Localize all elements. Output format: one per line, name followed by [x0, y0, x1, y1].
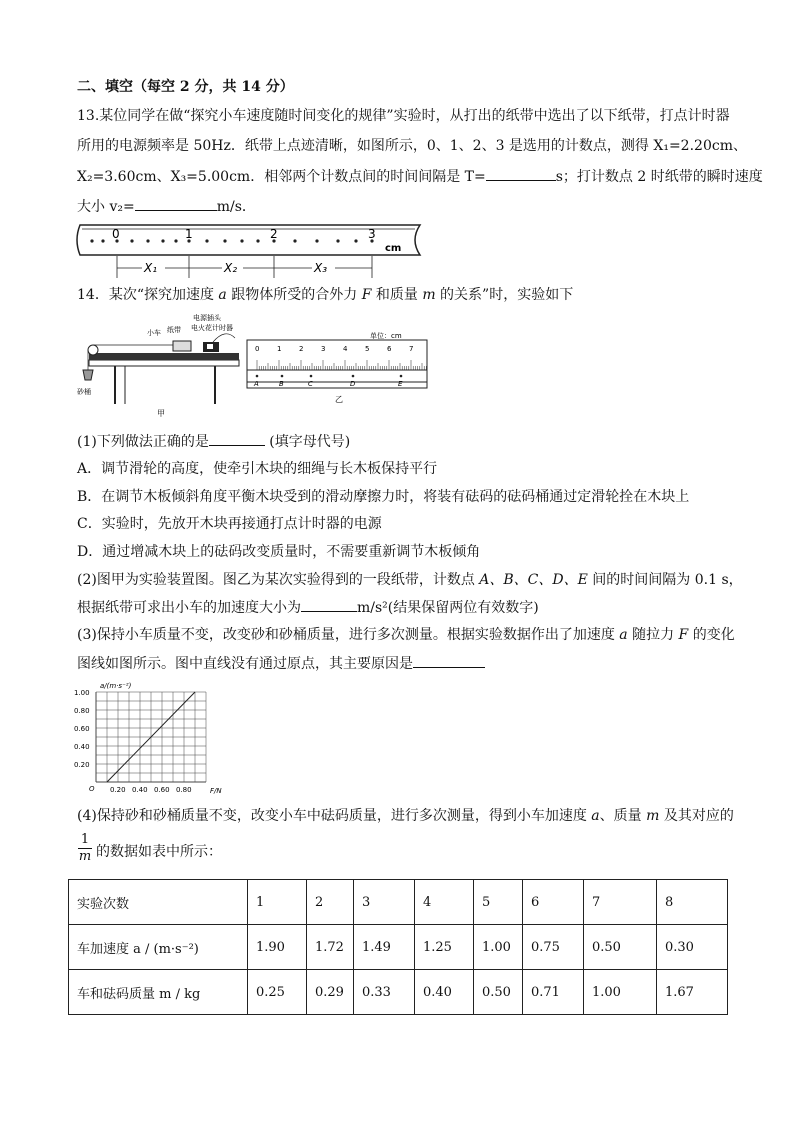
scale-3: 3 — [321, 345, 326, 353]
q13-line-3 — [77, 166, 763, 187]
q14-part3-line2 — [77, 653, 485, 674]
a-F-chart — [72, 678, 232, 796]
var-m-p4: m — [646, 808, 660, 824]
table-cell: 0.25 — [248, 970, 307, 1015]
table-header-row — [69, 880, 728, 925]
q14-intro-text-b: 跟物体所受的合外力 — [226, 287, 362, 303]
q14-part3-text: (3)保持小车质量不变，改变砂和砂桶质量，进行多次测量。根据实验数据作出了加速度 — [77, 627, 620, 643]
table-cell: 0.30 — [657, 925, 728, 970]
q13-line-2: 所用的电源频率是 50Hz．纸带上点迹清晰，如图所示，0、1、2、3 是选用的计数点，测得 X₁=2.20cm、 — [77, 138, 747, 154]
origin-label: O — [89, 785, 95, 793]
option-a: A．调节滑轮的高度，使牵引木块的细绳与长木板保持平行 — [77, 461, 438, 477]
fraction-denominator: m — [78, 849, 92, 864]
x-tick-label: 0.80 — [176, 786, 192, 794]
q14-part3-text-b: 随拉力 — [627, 627, 679, 643]
x-axis-label: F/N — [210, 787, 222, 795]
q13-line-3-text: X₂=3.60cm、X₃=5.00cm．相邻两个计数点间的时间间隔是 T= — [77, 169, 486, 185]
table-cell: 实验次数 — [69, 880, 248, 925]
table-row-acceleration — [69, 925, 728, 970]
tape-point-3: 3 — [368, 227, 376, 241]
scale-7: 7 — [409, 345, 414, 353]
table-cell: 0.33 — [354, 970, 415, 1015]
table-cell: 0.40 — [415, 970, 474, 1015]
option-b: B．在调节木板倾斜角度平衡木块受到的滑动摩擦力时，将装有砝码的砝码桶通过定滑轮拴在木块上 — [77, 489, 690, 505]
y-tick-label: 0.60 — [74, 725, 90, 733]
var-a-p4: a — [591, 808, 600, 824]
table-cell: 3 — [354, 880, 415, 925]
table-cell: 车和砝码质量 m / kg — [69, 970, 248, 1015]
y-tick-label: 0.20 — [74, 761, 90, 769]
q14-part4-line2: 的数据如表中所示： — [96, 844, 222, 860]
tape-x2: X₂ — [224, 261, 238, 275]
y-tick-label: 1.00 — [74, 689, 90, 697]
q14-part1-hint: (填字母代号) — [264, 434, 351, 450]
q14-part3-text-c: 的变化 — [688, 627, 735, 643]
ruler-point-B: B — [279, 380, 284, 388]
table-cell: 1.25 — [415, 925, 474, 970]
tape-point-2: 2 — [270, 227, 278, 241]
table-cell: 1.72 — [307, 925, 354, 970]
label-bucket: 砂桶 — [77, 388, 91, 396]
option-d: D．通过增减木块上的砝码改变质量时，不需要重新调节木板倾角 — [77, 544, 481, 560]
table-cell: 6 — [523, 880, 584, 925]
label-car: 小车 — [147, 329, 161, 337]
q13-tape-figure — [70, 220, 430, 282]
ruler-point-C: C — [308, 380, 313, 388]
ruler-point-E: E — [398, 380, 403, 388]
label-tape: 纸带 — [167, 326, 181, 334]
tape-x3: X₃ — [314, 261, 328, 275]
tape-x1: X₁ — [144, 261, 158, 275]
table-cell: 车加速度 a / (m·s⁻²) — [69, 925, 248, 970]
q14-part2-line2 — [77, 597, 539, 618]
label-power-plug: 电源插头 — [193, 314, 221, 322]
scale-6: 6 — [387, 345, 392, 353]
q13-blank-v2[interactable] — [135, 196, 217, 211]
fig-jia-caption: 甲 — [157, 409, 165, 418]
x-tick-label: 0.40 — [132, 786, 148, 794]
y-axis-label: a/(m·s⁻²) — [100, 682, 132, 690]
x-tick-label: 0.60 — [154, 786, 170, 794]
q14-part2-text: (2)图甲为实验装置图。图乙为某次实验得到的一段纸带，计数点 — [77, 572, 480, 588]
q14-part4-line1 — [77, 806, 734, 826]
q14-blank-1[interactable] — [209, 431, 265, 446]
q14-part4-text: (4)保持砂和砂桶质量不变，改变小车中砝码质量，进行多次测量，得到小车加速度 — [77, 808, 592, 824]
x-tick-label: 0.20 — [110, 786, 126, 794]
count-points: A、B、C、D、E — [479, 572, 588, 588]
ruler-figure — [245, 330, 430, 405]
table-cell: 0.50 — [474, 970, 523, 1015]
q13-line-3-text-b: s；打计数点 2 时纸带的瞬时速度 — [555, 169, 763, 185]
q14-part2-text-b: 间的时间间隔为 0.1 s， — [587, 572, 743, 588]
label-timer: 电火花计时器 — [191, 324, 233, 332]
q14-intro-text-d: 的关系”时，实验如下 — [435, 287, 574, 303]
table-cell: 7 — [584, 880, 657, 925]
q14-blank-3[interactable] — [413, 653, 485, 668]
option-c: C．实验时，先放开木块再接通打点计时器的电源 — [77, 516, 382, 532]
q13-line-4-text: 大小 v₂= — [77, 199, 135, 215]
var-a-p3: a — [619, 627, 628, 643]
q14-part2-line1 — [77, 570, 743, 590]
table-cell: 5 — [474, 880, 523, 925]
table-cell: 4 — [415, 880, 474, 925]
q14-part3-text-d: 图线如图所示。图中直线没有通过原点，其主要原因是 — [77, 656, 413, 672]
q14-part4-text-c: 及其对应的 — [659, 808, 734, 824]
tape-unit: cm — [385, 243, 402, 254]
table-cell: 0.71 — [523, 970, 584, 1015]
q14-intro-text: 14．某次“探究加速度 — [77, 287, 219, 303]
ruler-point-D: D — [350, 380, 356, 388]
scale-0: 0 — [255, 345, 260, 353]
tape-point-0: 0 — [112, 227, 120, 241]
fraction-numerator: 1 — [78, 832, 92, 849]
var-a: a — [218, 287, 227, 303]
table-cell: 1.00 — [474, 925, 523, 970]
q13-line-4-unit: m/s． — [216, 199, 256, 215]
q14-part2-text-d: m/s²(结果保留两位有效数字) — [357, 600, 539, 616]
q14-blank-2[interactable] — [301, 597, 357, 612]
q14-part1 — [77, 431, 350, 452]
table-cell: 0.75 — [523, 925, 584, 970]
section-title: 二、填空（每空 2 分，共 14 分） — [77, 79, 294, 95]
fraction-1-over-m — [78, 832, 92, 865]
table-cell: 1.67 — [657, 970, 728, 1015]
table-cell: 0.50 — [584, 925, 657, 970]
q14-part1-text: (1)下列做法正确的是 — [77, 434, 209, 450]
q14-part4-text-b: 、质量 — [599, 808, 647, 824]
y-tick-label: 0.40 — [74, 743, 90, 751]
apparatus-figure — [75, 308, 247, 420]
fig-yi-caption: 乙 — [335, 395, 343, 404]
q14-intro — [77, 285, 573, 305]
scale-5: 5 — [365, 345, 370, 353]
table-cell: 1.00 — [584, 970, 657, 1015]
table-cell: 1.90 — [248, 925, 307, 970]
table-cell: 1 — [248, 880, 307, 925]
q13-blank-T[interactable] — [486, 166, 556, 181]
table-row-mass — [69, 970, 728, 1015]
scale-1: 1 — [277, 345, 282, 353]
q13-line-1: 13.某位同学在做“探究小车速度随时间变化的规律”实验时，从打出的纸带中选出了以下纸带，打点计时器 — [77, 108, 730, 124]
var-F: F — [361, 287, 372, 303]
var-F-p3: F — [678, 627, 689, 643]
q14-part2-text-c: 根据纸带可求出小车的加速度大小为 — [77, 600, 301, 616]
q14-part3-line1 — [77, 625, 735, 645]
scale-4: 4 — [343, 345, 348, 353]
var-m: m — [422, 287, 436, 303]
scale-2: 2 — [299, 345, 304, 353]
q14-intro-text-c: 和质量 — [371, 287, 423, 303]
table-cell: 2 — [307, 880, 354, 925]
tape-point-1: 1 — [185, 227, 193, 241]
ruler-unit: 单位：cm — [370, 332, 402, 340]
table-cell: 8 — [657, 880, 728, 925]
data-table — [68, 879, 728, 1015]
table-cell: 0.29 — [307, 970, 354, 1015]
ruler-point-A: A — [254, 380, 259, 388]
q13-line-4 — [77, 196, 256, 217]
table-cell: 1.49 — [354, 925, 415, 970]
y-tick-label: 0.80 — [74, 707, 90, 715]
